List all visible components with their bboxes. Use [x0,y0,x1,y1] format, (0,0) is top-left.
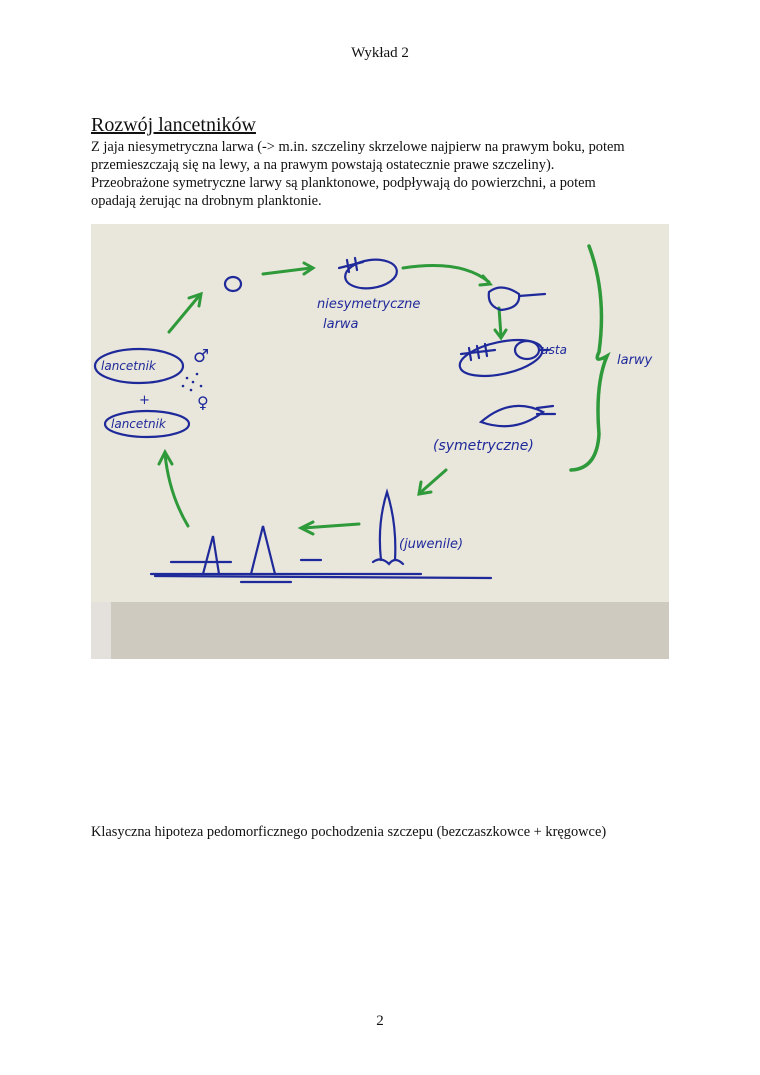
label-adult-male: lancetnik [101,359,156,373]
page-header: Wykład 2 [351,45,409,61]
label-adult-female: lancetnik [111,417,166,431]
male-symbol-icon: ♂ [193,346,210,367]
label-asymmetric: niesymetryczne [317,297,421,312]
intro-line: Przeobrażone symetryczne larwy są planktonowe, podpływają do powierzchni, a potem [91,175,596,191]
table-surface [91,602,669,659]
intro-line: Z jaja niesymetryczna larwa (-> m.in. szczeliny skrzelowe najpierw na prawym boku, potem [91,139,625,155]
label-symmetric: (symetryczne) [433,438,534,454]
section-title: Rozwój lancetników [91,114,256,136]
label-plus: + [139,393,150,408]
lifecycle-drawing [91,224,669,659]
page-number: 2 [376,1013,384,1029]
label-larva: larwa [323,317,359,332]
lifecycle-photo [91,224,669,659]
intro-line: przemieszczają się na lewy, a na prawym powstają ostatecznie prawe szczeliny). [91,157,555,173]
intro-paragraph [91,138,681,210]
notebook-edge [91,602,111,659]
hypothesis-text: Klasyczna hipoteza pedomorficznego pochodzenia szczepu (bezczaszkowce + kręgowce) [91,824,607,840]
intro-line: opadają żerując na drobnym planktonie. [91,193,322,209]
label-larvae: larwy [617,353,653,368]
arrow-stage2-to-stage3 [499,308,501,336]
female-symbol-icon: ♀ [197,393,209,412]
label-mouth: usta [541,343,567,357]
label-juvenile: (juwenile) [399,537,464,552]
